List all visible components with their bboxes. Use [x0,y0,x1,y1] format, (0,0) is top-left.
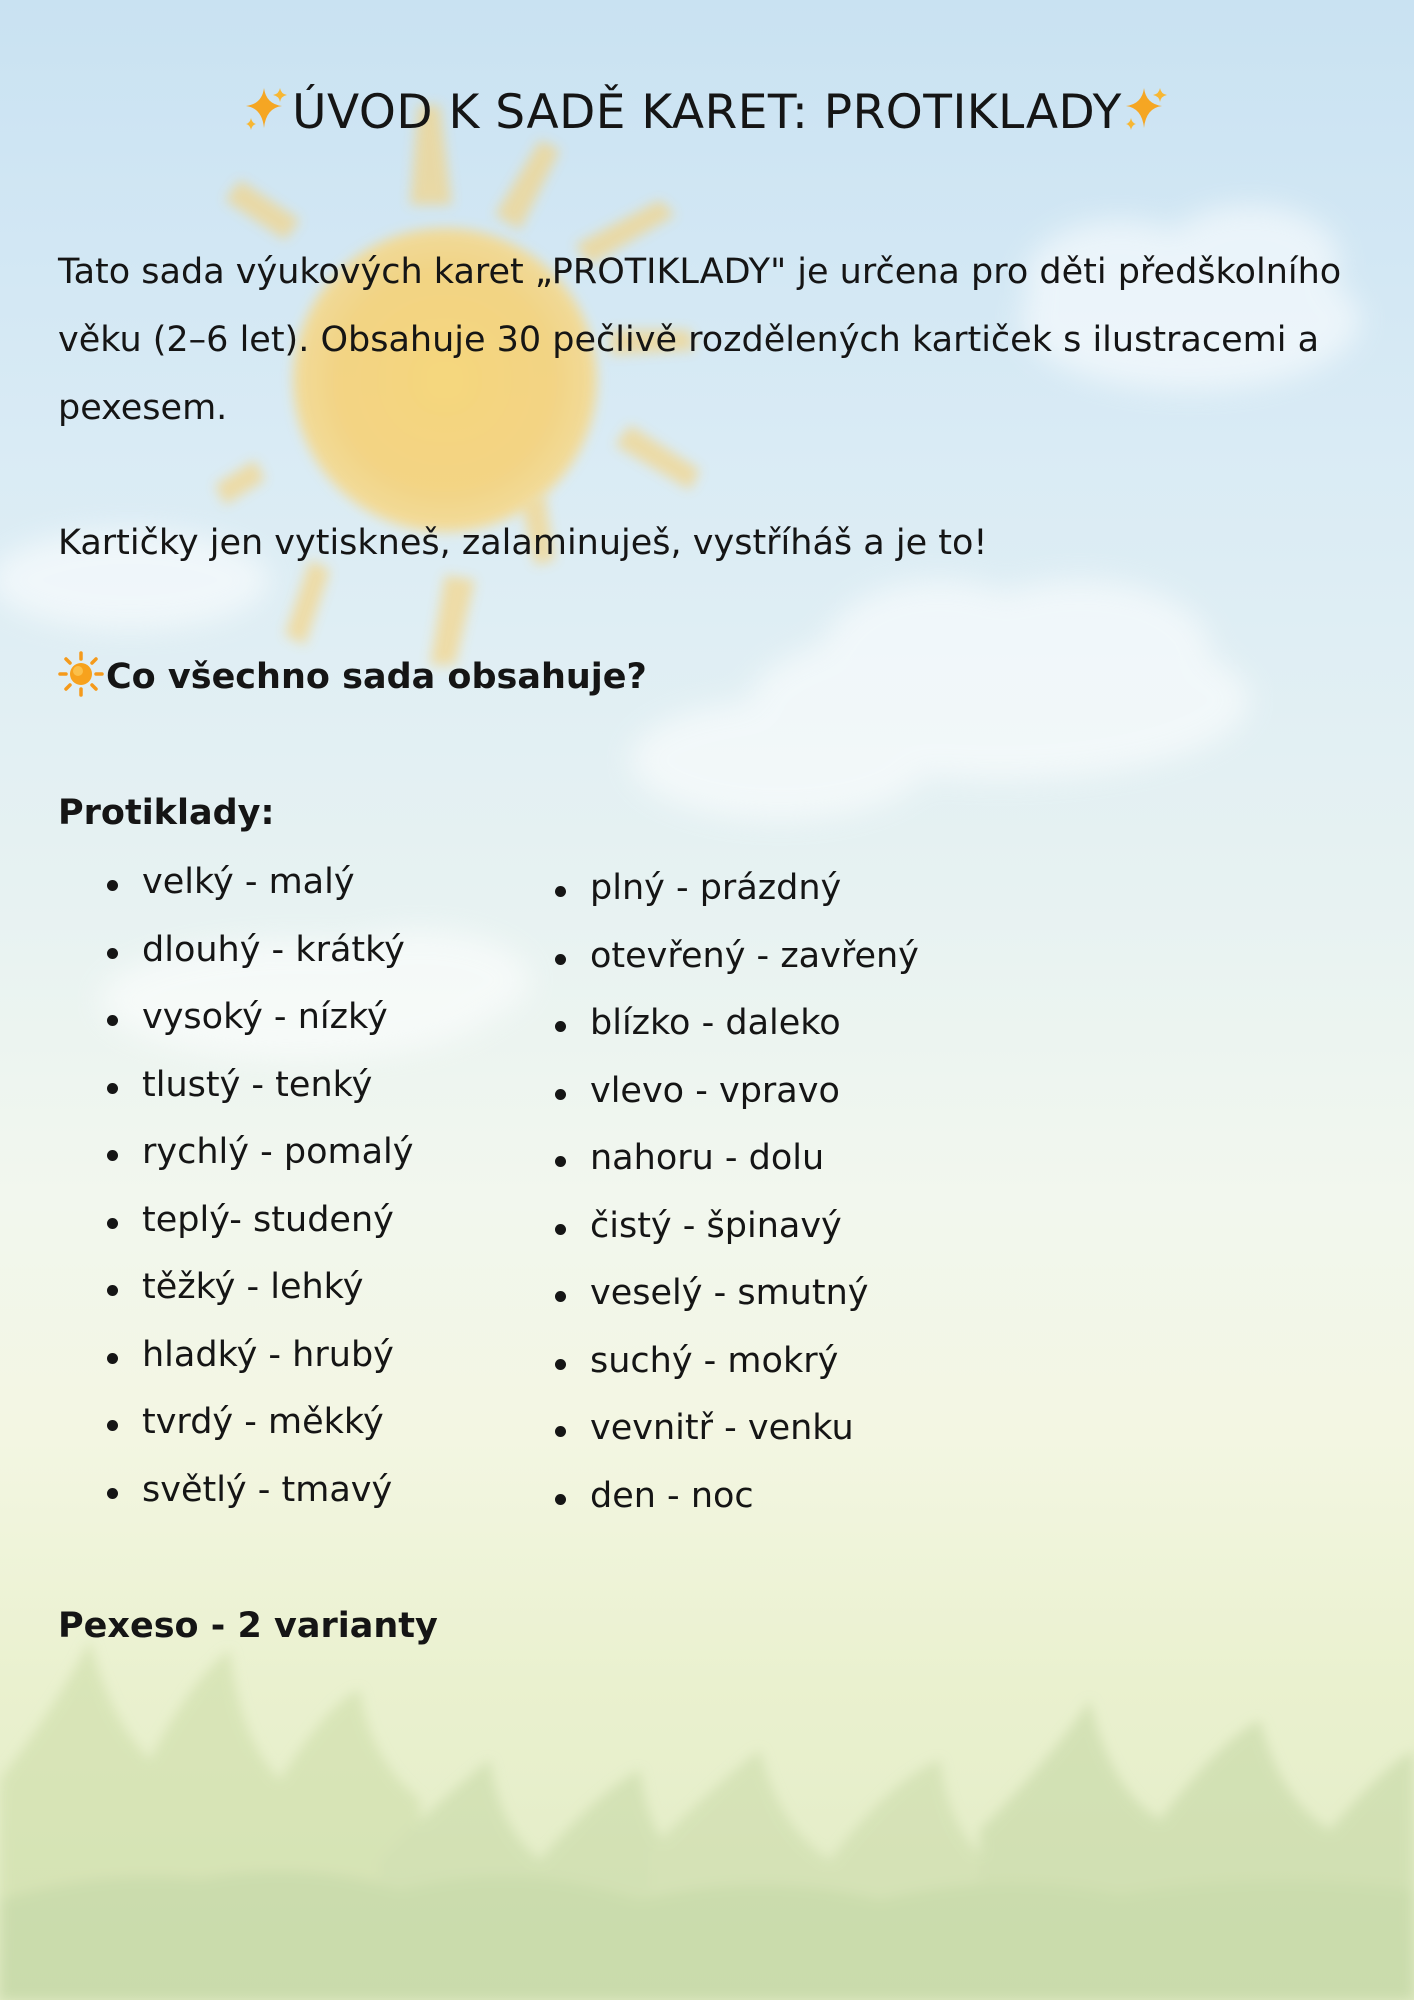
list-item: veselý - smutný [506,1260,919,1328]
list-item: tvrdý - měkký [58,1389,413,1457]
list-item: dlouhý - krátký [58,917,413,985]
sparkles-icon [1122,84,1172,134]
page-title-text: ÚVOD K SADĚ KARET: PROTIKLADY [292,85,1122,140]
sparkles-icon [242,84,292,134]
protiklady-heading: Protiklady: [58,793,275,833]
list-item: plný - prázdný [506,855,919,923]
list-item: čistý - špinavý [506,1193,919,1261]
opposites-list-right [506,855,919,1530]
contents-heading-text: Co všechno sada obsahuje? [106,657,647,697]
sun-icon [58,651,104,697]
list-item: den - noc [506,1463,919,1531]
list-item: hladký - hrubý [58,1322,413,1390]
list-item: světlý - tmavý [58,1457,413,1525]
list-item: vlevo - vpravo [506,1058,919,1126]
intro-paragraph: Tato sada výukových karet „PROTIKLADY" je určena pro děti předškolního věku (2–6 let). Obsahuje 30 pečlivě rozdělených kartiček s ilustracemi a pexesem. [58,252,1342,428]
pexeso-heading: Pexeso - 2 varianty [58,1606,438,1646]
opposites-list-left [58,849,413,1524]
list-item: vevnitř - venku [506,1395,919,1463]
list-item: suchý - mokrý [506,1328,919,1396]
list-item: nahoru - dolu [506,1125,919,1193]
list-item: velký - malý [58,849,413,917]
list-item: rychlý - pomalý [58,1119,413,1187]
list-item: otevřený - zavřený [506,923,919,991]
instructions-paragraph: Kartičky jen vytiskneš, zalaminuješ, vystříháš a je to! [58,523,988,563]
page-title [0,78,1414,148]
list-item: blízko - daleko [506,990,919,1058]
list-item: tlustý - tenký [58,1052,413,1120]
list-item: teplý- studený [58,1187,413,1255]
list-item: těžký - lehký [58,1254,413,1322]
contents-heading [58,647,647,707]
list-item: vysoký - nízký [58,984,413,1052]
